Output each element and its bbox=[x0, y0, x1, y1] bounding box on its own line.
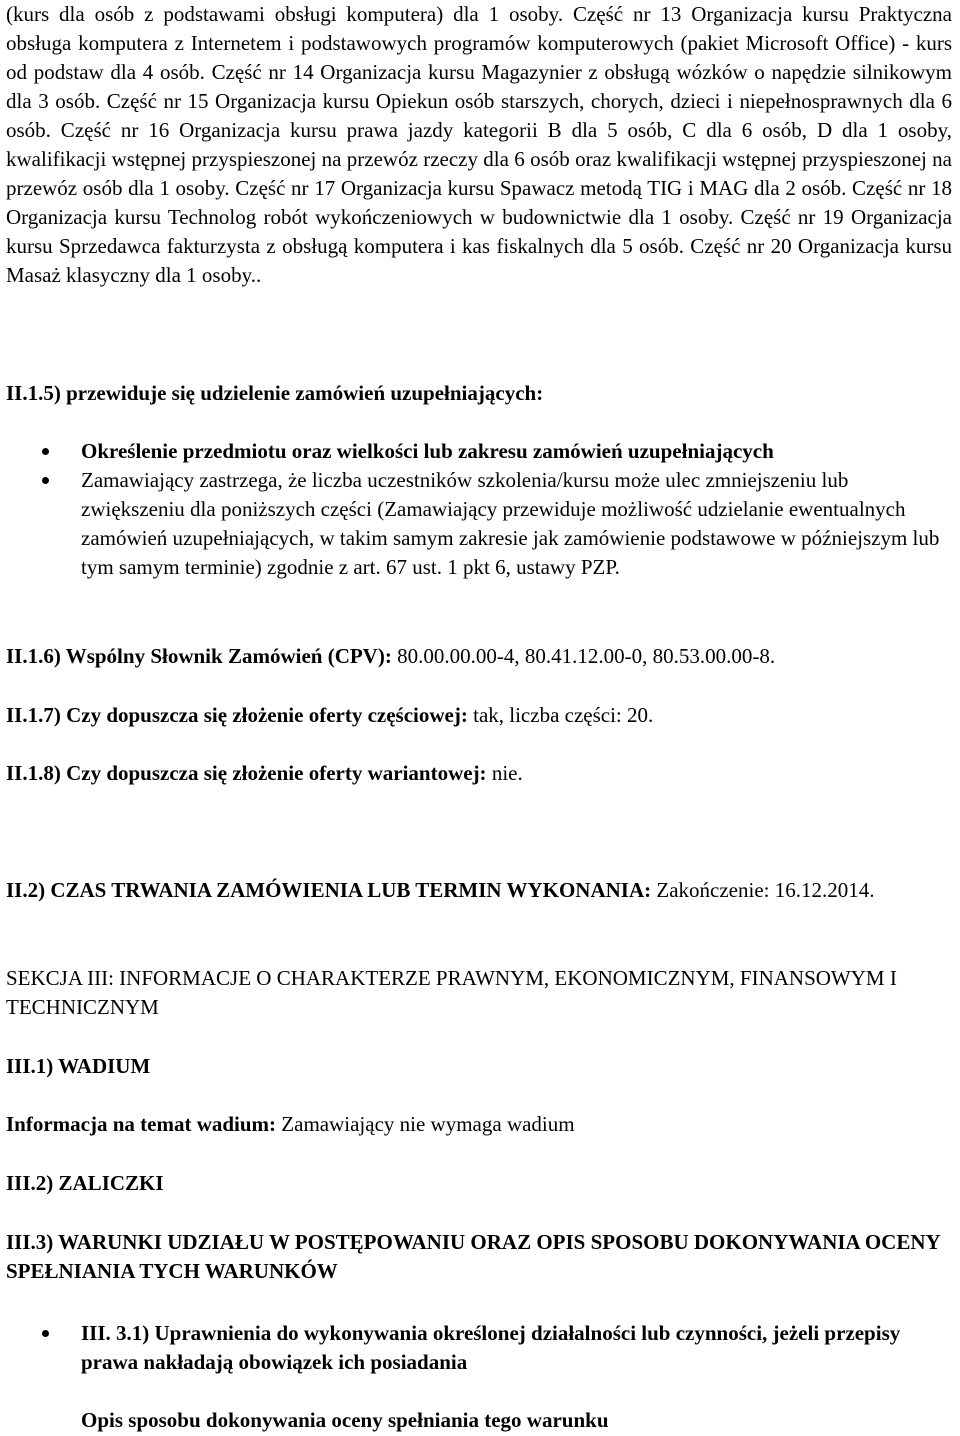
bullet-icon bbox=[42, 448, 49, 455]
section-label: II.1.6) Wspólny Słownik Zamówień (CPV): bbox=[6, 644, 392, 668]
opis-heading: Opis sposobu dokonywania oceny spełniania tego warunku bbox=[81, 1408, 609, 1432]
section-3-title: SEKCJA III: INFORMACJE O CHARAKTERZE PRAWNYM, EKONOMICZNYM, FINANSOWYM I TECHNICZNYM bbox=[6, 966, 897, 1019]
section-value: nie. bbox=[486, 761, 523, 785]
section-value: 80.00.00.00-4, 80.41.12.00-0, 80.53.00.00-8. bbox=[391, 644, 776, 668]
bullet-list-iii-3 bbox=[0, 1319, 952, 1377]
wadium-label: Informacja na temat wadium: bbox=[6, 1112, 277, 1136]
section-label: II.2) CZAS TRWANIA ZAMÓWIENIA LUB TERMIN WYKONANIA: bbox=[6, 878, 652, 902]
section-label: II.1.8) Czy dopuszcza się złożenie oferty wariantowej: bbox=[6, 761, 487, 785]
section-ii-2 bbox=[6, 876, 952, 905]
bullet-text: Zamawiający zastrzega, że liczba uczestników szkolenia/kursu może ulec zmniejszeniu lub zwiększeniu dla poniższych części (Zamawiający przewiduje możliwość udzielanie ewentualnych zamówień uzupełniających, w takim samym zakresie jak zamówienie podstawowe w późniejszym lub tym samym terminie) zgodnie z art. 67 ust. 1 pkt 6, ustawy PZP. bbox=[81, 468, 940, 579]
bullet-list-ii-1-5 bbox=[0, 437, 952, 582]
section-ii-1-8 bbox=[6, 759, 952, 788]
bullet-icon bbox=[42, 477, 49, 484]
section-value: tak, liczba części: 20. bbox=[467, 703, 654, 727]
section-heading-iii-2: III.2) ZALICZKI bbox=[6, 1171, 164, 1195]
intro-paragraph: (kurs dla osób z podstawami obsługi komputera) dla 1 osoby. Część nr 13 Organizacja kursu Praktyczna obsługa komputera z Internetem i podstawowych programów komputerowych (pakiet Microsoft Office) - kurs od podstaw dla 4 osób. Część nr 14 Organizacja kursu Magazynier z obsługą wózków o napędzie silnikowym dla 3 osób. Część nr 15 Organizacja kursu Opiekun osób starszych, chorych, dzieci i niepełnosprawnych dla 6 osób. Część nr 16 Organizacja kursu prawa jazdy kategorii B dla 5 osób, C dla 6 osób, D dla 1 osoby, kwalifikacji wstępnej przyspieszonej na przewóz rzeczy dla 6 osób oraz kwalifikacji wstępnej przyspieszonej na przewóz osób dla 1 osoby. Część nr 17 Organizacja kursu Spawacz metodą TIG i MAG dla 2 osób. Część nr 18 Organizacja kursu Technolog robót wykończeniowych w budownictwie dla 1 osoby. Część nr 19 Organizacja kursu Sprzedawca fakturzysta z obsługą komputera i kas fiskalnych dla 5 osób. Część nr 20 Organizacja kursu Masaż klasyczny dla 1 osoby.. bbox=[6, 2, 952, 287]
section-ii-1-6 bbox=[6, 642, 952, 671]
list-item bbox=[0, 437, 952, 466]
bullet-text: III. 3.1) Uprawnienia do wykonywania określonej działalności lub czynności, jeżeli przepisy prawa nakładają obowiązek ich posiadania bbox=[81, 1321, 901, 1374]
section-heading-ii-1-5: II.1.5) przewiduje się udzielenie zamówień uzupełniających: bbox=[6, 381, 544, 405]
section-ii-1-7 bbox=[6, 701, 952, 730]
section-heading-iii-1: III.1) WADIUM bbox=[6, 1054, 151, 1078]
list-item bbox=[0, 466, 952, 582]
wadium-info bbox=[6, 1110, 952, 1139]
bullet-icon bbox=[42, 1330, 49, 1337]
bullet-text: Określenie przedmiotu oraz wielkości lub zakresu zamówień uzupełniających bbox=[81, 439, 774, 463]
section-value: Zakończenie: 16.12.2014. bbox=[651, 878, 875, 902]
section-heading-iii-3: III.3) WARUNKI UDZIAŁU W POSTĘPOWANIU ORAZ OPIS SPOSOBU DOKONYWANIA OCENY SPEŁNIANIA TYCH WARUNKÓW bbox=[6, 1230, 940, 1283]
list-item bbox=[0, 1319, 952, 1377]
section-label: II.1.7) Czy dopuszcza się złożenie oferty częściowej: bbox=[6, 703, 468, 727]
wadium-value: Zamawiający nie wymaga wadium bbox=[276, 1112, 575, 1136]
